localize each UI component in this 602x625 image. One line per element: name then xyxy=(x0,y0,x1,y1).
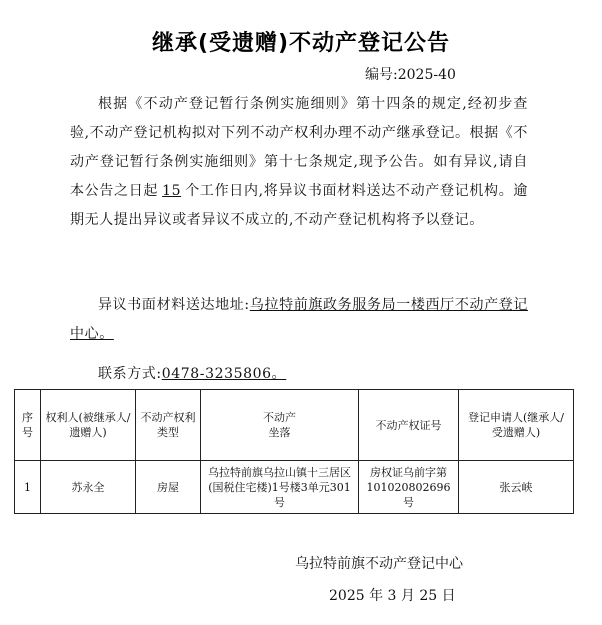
registration-table xyxy=(14,389,574,514)
header-certificate-no: 不动产权证号 xyxy=(359,390,459,461)
header-serial: 序号 xyxy=(15,390,41,461)
table-header-row xyxy=(15,390,574,461)
notice-body-paragraph xyxy=(70,90,528,235)
header-right-type: 不动产权利类型 xyxy=(136,390,201,461)
header-applicant: 登记申请人(继承人/受遗赠人) xyxy=(459,390,574,461)
cell-right-holder: 苏永全 xyxy=(41,461,136,514)
objection-days: 15 xyxy=(162,183,182,199)
contact-paragraph xyxy=(70,360,528,389)
contact-label: 联系方式: xyxy=(98,366,162,382)
cell-location: 乌拉特前旗乌拉山镇十三居区(国税住宅楼)1号楼3单元301号 xyxy=(201,461,359,514)
table-row xyxy=(15,461,574,514)
issuing-organization: 乌拉特前旗不动产登记中心 xyxy=(295,556,463,572)
objection-address: 乌拉特前旗政务服务局一楼西厅不动产登记中心。 xyxy=(70,297,528,342)
objection-address-paragraph xyxy=(70,291,528,349)
document-number: 编号:2025-40 xyxy=(365,67,456,83)
cell-applicant: 张云峡 xyxy=(459,461,574,514)
issue-date: 2025 年 3 月 25 日 xyxy=(329,588,456,604)
notice-body-text-b: 个工作日内,将异议书面材料送达不动产登记机构。逾期无人提出异议或者异议不成立的,不动产登记机构将予以登记。 xyxy=(70,183,528,228)
cell-serial: 1 xyxy=(15,461,41,514)
header-location: 不动产 坐落 xyxy=(201,390,359,461)
address-label: 异议书面材料送达地址: xyxy=(98,297,250,313)
cell-certificate-no: 房权证乌前字第101020802696号 xyxy=(359,461,459,514)
notice-body-text-a: 根据《不动产登记暂行条例实施细则》第十四条的规定,经初步查验,不动产登记机构拟对下列不动产权利办理不动产继承登记。根据《不动产登记暂行条例实施细则》第十七条规定,现予公告。如有异议,请自本公告之日起 xyxy=(70,96,528,199)
notice-title: 继承(受遗赠)不动产登记公告 xyxy=(151,31,451,56)
cell-right-type: 房屋 xyxy=(136,461,201,514)
contact-phone: 0478-3235806。 xyxy=(161,366,287,382)
header-right-holder: 权利人(被继承人/遗赠人) xyxy=(41,390,136,461)
